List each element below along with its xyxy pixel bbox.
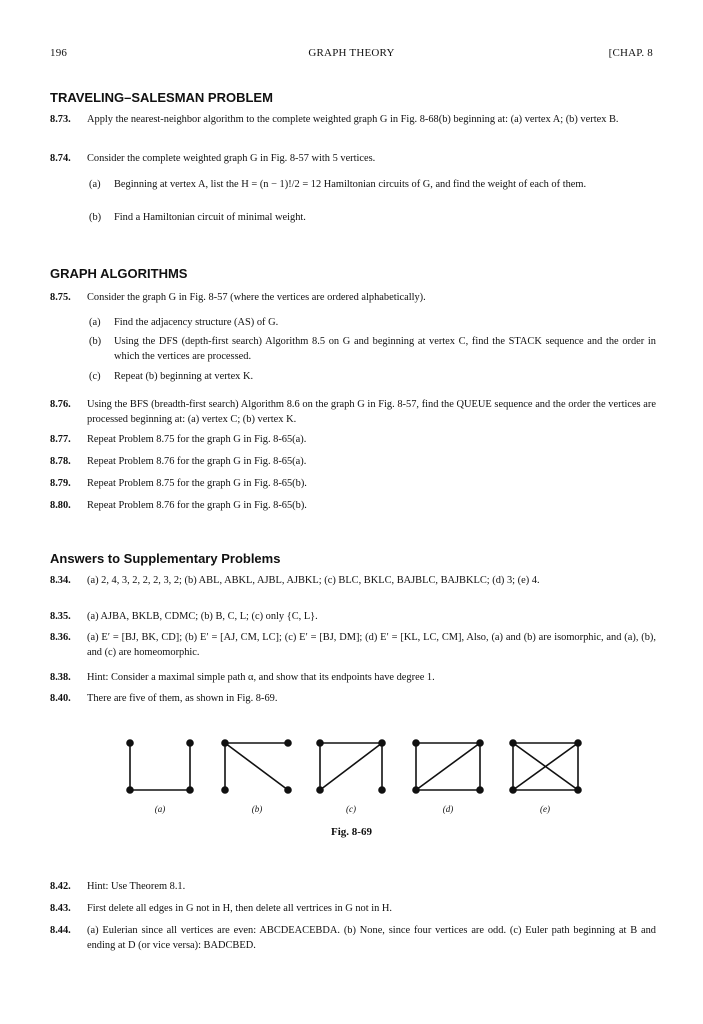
problem-8-75 xyxy=(50,291,656,306)
subpart-label: (c) xyxy=(89,371,101,382)
problem-8-75-b xyxy=(89,335,656,364)
vertex xyxy=(413,787,419,793)
vertex xyxy=(379,740,385,746)
problem-8-74 xyxy=(50,152,656,167)
subpart-label: (a) xyxy=(89,317,101,328)
answer-text: First delete all edges in G not in H, then delete all vertrices in G not in H. xyxy=(87,903,393,914)
problem-text: Using the BFS (breadth-first search) Algorithm 8.6 on the graph G in Fig. 8-57, find the QUEUE sequence and the order the vertices are processed beginning at: (a) vertex C; (b) vertex K. xyxy=(87,399,656,425)
problem-text: Repeat Problem 8.75 for the graph G in Fig. 8-65(b). xyxy=(87,478,307,489)
vertex xyxy=(285,787,291,793)
vertex xyxy=(477,740,483,746)
answer-8-38 xyxy=(50,671,656,686)
problem-8-73 xyxy=(50,113,656,128)
answer-number: 8.44. xyxy=(50,925,71,936)
vertex xyxy=(317,740,323,746)
answer-number: 8.40. xyxy=(50,693,71,704)
problem-8-74-a xyxy=(89,178,656,193)
answer-8-35 xyxy=(50,610,656,625)
problem-text: Repeat Problem 8.76 for the graph G in Fig. 8-65(a). xyxy=(87,456,307,467)
vertex xyxy=(510,787,516,793)
answer-8-43 xyxy=(50,902,656,917)
subpart-label: (b) xyxy=(89,212,102,223)
vertex xyxy=(413,740,419,746)
graph-b xyxy=(222,740,291,793)
vertex xyxy=(187,787,193,793)
answer-8-34 xyxy=(50,574,656,589)
answer-text: Hint: Consider a maximal simple path α, and show that its endpoints have degree 1. xyxy=(87,672,435,683)
problem-number: 8.77. xyxy=(50,434,71,445)
answer-text: (a) Eulerian since all vertices are even: ABCDEACEBDA. (b) None, since four vertices are odd. (c) Euler path beginning at B and ending at D (or vice versa): BADCBED. xyxy=(87,925,656,951)
problem-text: Repeat Problem 8.75 for the graph G in Fig. 8-65(a). xyxy=(87,434,307,445)
answer-number: 8.34. xyxy=(50,575,71,586)
vertex xyxy=(222,740,228,746)
vertex xyxy=(510,740,516,746)
figure-label-b: (b) xyxy=(251,804,263,814)
answer-number: 8.38. xyxy=(50,672,71,683)
problem-8-74-b xyxy=(89,211,656,226)
problem-text: Apply the nearest-neighbor algorithm to the complete weighted graph G in Fig. 8-68(b) beginning at: (a) vertex A; (b) vertex B. xyxy=(87,114,619,125)
problem-number: 8.80. xyxy=(50,500,71,511)
subpart-text: Repeat (b) beginning at vertex K. xyxy=(114,371,254,382)
problem-text: Consider the complete weighted graph G in Fig. 8-57 with 5 vertices. xyxy=(87,153,376,164)
answer-number: 8.43. xyxy=(50,903,71,914)
figure-8-69 xyxy=(0,730,703,820)
vertex xyxy=(187,740,193,746)
vertex xyxy=(127,740,133,746)
answer-8-40 xyxy=(50,692,656,707)
section-heading-algorithms: GRAPH ALGORITHMS xyxy=(50,266,188,281)
section-heading-answers: Answers to Supplementary Problems xyxy=(50,551,281,566)
vertex xyxy=(575,787,581,793)
figure-caption: Fig. 8-69 xyxy=(331,826,372,838)
problem-number: 8.73. xyxy=(50,114,71,125)
problem-8-79 xyxy=(50,477,656,492)
page-number: 196 xyxy=(50,47,68,59)
vertex xyxy=(575,740,581,746)
figure-label-d: (d) xyxy=(442,804,454,814)
answer-number: 8.36. xyxy=(50,632,71,643)
subpart-label: (a) xyxy=(89,179,101,190)
vertex xyxy=(222,787,228,793)
graph-d xyxy=(413,740,483,793)
answer-number: 8.35. xyxy=(50,611,71,622)
running-title: GRAPH THEORY xyxy=(308,47,395,59)
answer-8-42 xyxy=(50,880,656,895)
graph-e xyxy=(510,740,581,793)
subpart-text: Find the adjacency structure (AS) of G. xyxy=(114,317,279,328)
vertex xyxy=(317,787,323,793)
figure-label-a: (a) xyxy=(154,804,166,814)
answer-text: (a) AJBA, BKLB, CDMC; (b) B, C, L; (c) only {C, L}. xyxy=(87,611,318,622)
answer-8-36 xyxy=(50,631,656,660)
vertex xyxy=(127,787,133,793)
problem-8-80 xyxy=(50,499,656,514)
subpart-text: Using the DFS (depth-first search) Algorithm 8.5 on G and beginning at vertex C, find the STACK sequence and the order in which the vertices are processed. xyxy=(114,336,656,362)
answer-text: (a) E′ = [BJ, BK, CD]; (b) E′ = [AJ, CM, LC]; (c) E′ = [BJ, DM]; (d) E′ = [KL, LC, CM], Also, (a) and (b) are isomorphic, and (a), (b), and (c) are homeomorphic. xyxy=(87,632,656,658)
problem-8-77 xyxy=(50,433,656,448)
subpart-text: Find a Hamiltonian circuit of minimal weight. xyxy=(114,212,306,223)
subpart-text: Beginning at vertex A, list the H = (n − 1)!/2 = 12 Hamiltonian circuits of G, and find the weight of each of them. xyxy=(114,179,587,190)
problem-8-76 xyxy=(50,398,656,427)
figure-label-e: (e) xyxy=(540,804,550,814)
problem-8-78 xyxy=(50,455,656,470)
vertex xyxy=(477,787,483,793)
problem-number: 8.76. xyxy=(50,399,71,410)
vertex xyxy=(379,787,385,793)
figure-label-c: (c) xyxy=(346,804,356,814)
answer-text: (a) 2, 4, 3, 2, 2, 2, 3, 2; (b) ABL, ABKL, AJBL, AJBKL; (c) BLC, BKLC, BAJBLC, BAJBKLC; (d) 3; (e) 4. xyxy=(87,575,540,586)
problem-number: 8.79. xyxy=(50,478,71,489)
subpart-label: (b) xyxy=(89,336,102,347)
answer-text: There are five of them, as shown in Fig. 8-69. xyxy=(87,693,278,704)
graph-a xyxy=(127,740,193,793)
problem-text: Consider the graph G in Fig. 8-57 (where the vertices are ordered alphabetically). xyxy=(87,292,426,303)
problem-8-75-c xyxy=(89,370,656,385)
answer-number: 8.42. xyxy=(50,881,71,892)
answer-8-44 xyxy=(50,924,656,953)
problem-8-75-a xyxy=(89,316,656,331)
section-heading-tsp: TRAVELING–SALESMAN PROBLEM xyxy=(50,90,273,105)
chapter-label: [CHAP. 8 xyxy=(608,47,653,59)
problem-text: Repeat Problem 8.76 for the graph G in Fig. 8-65(b). xyxy=(87,500,307,511)
problem-number: 8.78. xyxy=(50,456,71,467)
answer-text: Hint: Use Theorem 8.1. xyxy=(87,881,186,892)
vertex xyxy=(285,740,291,746)
problem-number: 8.75. xyxy=(50,292,71,303)
problem-number: 8.74. xyxy=(50,153,71,164)
graph-c xyxy=(317,740,385,793)
